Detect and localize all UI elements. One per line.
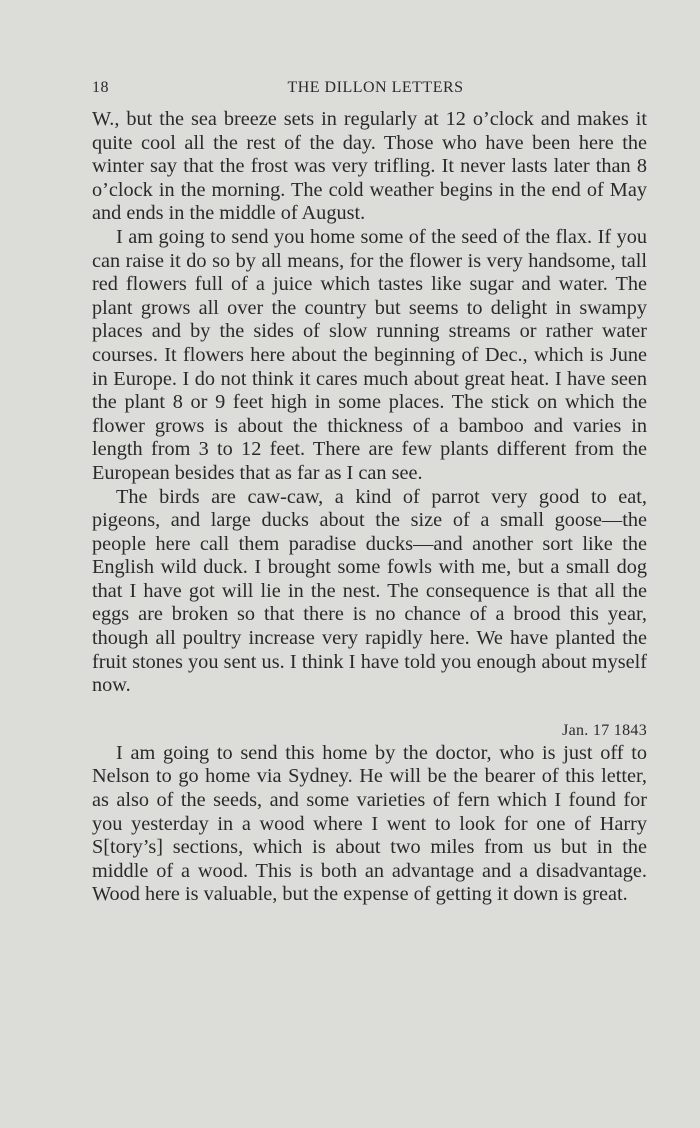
paragraph-birds: The birds are caw-caw, a kind of parrot very good to eat, pigeons, and large ducks about the size of a small goose—the people here call them paradise ducks—and another sort like the English wild duck. I brought some fowls with me, but a small dog that I have got will lie in the nest. The consequence is that all the eggs are broken so that there is no chance of a brood this year, though all poultry increase very rapidly here. We have planted the fruit stones you sent us. I think I have told you enough about myself now. <box>92 485 647 697</box>
letter-dateline: Jan. 17 1843 <box>562 721 647 739</box>
page-number: 18 <box>92 79 109 96</box>
paragraph-flax: I am going to send you home some of the seed of the flax. If you can raise it do so by all means, for the flower is very handsome, tall red flowers full of a juice which tastes like sugar and water. The plant grows all over the country but seems to delight in swampy places and by the sides of slow running streams or rather water courses. It flowers here about the beginning of Dec., which is June in Europe. I do not think it cares much about great heat. I have seen the plant 8 or 9 feet high in some places. The stick on which the flower grows is about the thickness of a bamboo and varies in length from 3 to 12 feet. There are few plants different from the European besides that as far as I can see. <box>92 225 647 484</box>
page-header <box>92 79 647 101</box>
paragraph-doctor: I am going to send this home by the doctor, who is just off to Nelson to go home via Sydney. He will be the bearer of this letter, as also of the seeds, and some varieties of fern which I found for you yesterday in a wood where I went to look for one of Harry S[tory’s] sections, which is about two miles from us but in the middle of a wood. This is both an advantage and a disadvantage. Wood here is valuable, but the expense of getting it down is great. <box>92 741 647 906</box>
paragraph-continued: W., but the sea breeze sets in regularly at 12 o’clock and makes it quite cool all the rest of the day. Those who have been here the winter say that the frost was very trifling. It never lasts later than 8 o’clock in the morning. The cold weather begins in the end of May and ends in the middle of August. <box>92 108 647 225</box>
letter-body <box>92 108 647 907</box>
running-title: THE DILLON LETTERS <box>287 79 464 96</box>
